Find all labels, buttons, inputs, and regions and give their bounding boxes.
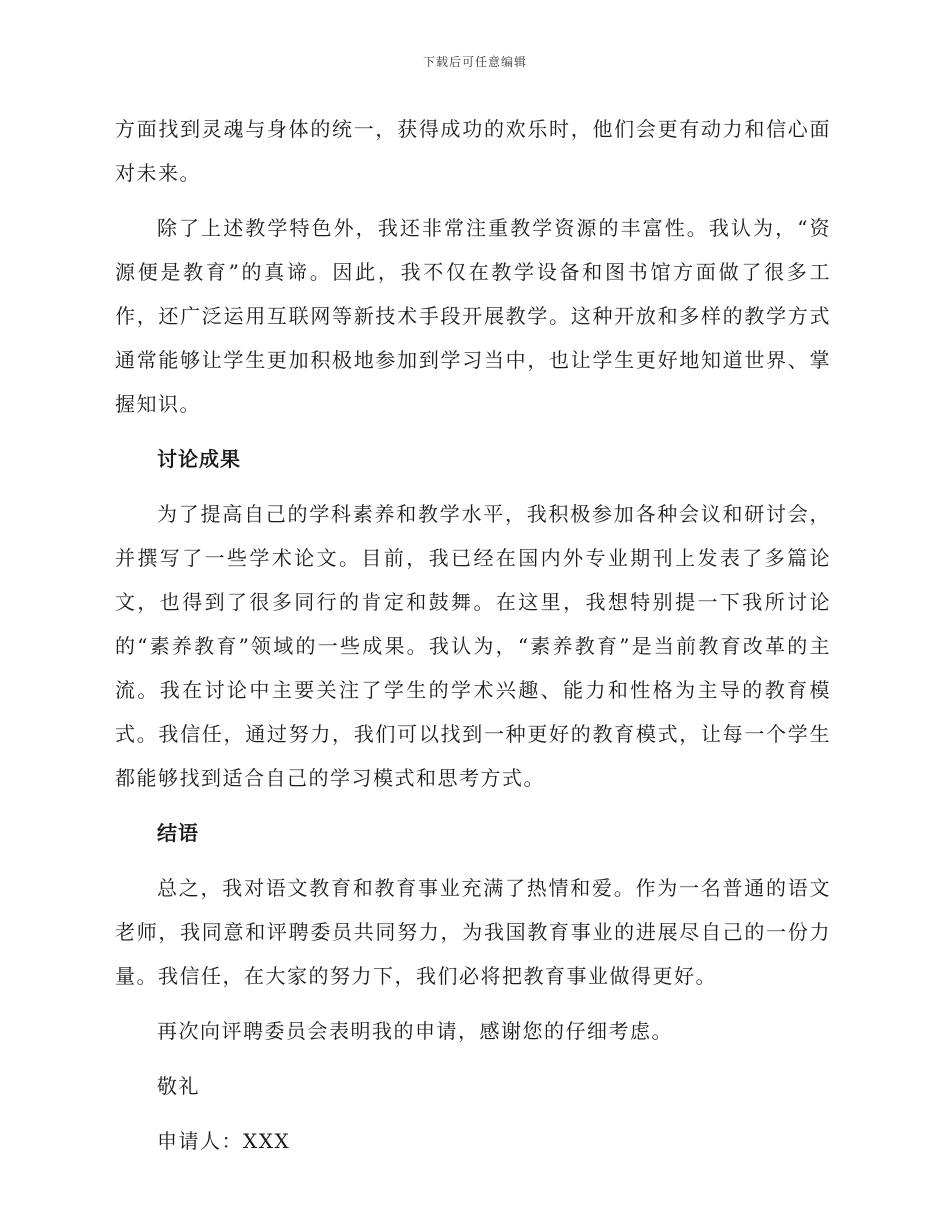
signature: 申请人：XXX (157, 1129, 291, 1153)
paragraph-resources: 除了上述教学特色外，我还非常注重教学资源的丰富性。我认为，“资源便是教育”的真谛。因此，我不仅在教学设备和图书馆方面做了很多工作，还广泛运用互联网等新技术手段开展教学。这种开放和多样的教学方式通常能够让学生更加积极地参加到学习当中，也让学生更好地知道世界、掌握知识。 (115, 216, 831, 416)
document-body (115, 107, 831, 1163)
salutation: 敬礼 (157, 1074, 200, 1098)
paragraph-conclusion: 总之，我对语文教育和教育事业充满了热情和爱。作为一名普通的语文老师，我同意和评聘委员共同努力，为我国教育事业的进展尽自己的一份力量。我信任，在大家的努力下，我们必将把教育事业做得更好。 (115, 876, 831, 988)
closing-request: 再次向评聘委员会表明我的申请，感谢您的仔细考虑。 (157, 1019, 673, 1043)
page-header: 下载后可任意编辑 (422, 55, 527, 69)
section-heading-conclusion: 结语 (157, 821, 199, 845)
section-heading-results: 讨论成果 (157, 447, 241, 471)
paragraph-continued: 方面找到灵魂与身体的统一，获得成功的欢乐时，他们会更有动力和信心面对未来。 (115, 117, 831, 185)
paragraph-results: 为了提高自己的学科素养和教学水平，我积极参加各种会议和研讨会，并撰写了一些学术论文。目前，我已经在国内外专业期刊上发表了多篇论文，也得到了很多同行的肯定和鼓舞。在这里，我想特别提一下我所讨论的“素养教育”领域的一些成果。我认为，“素养教育”是当前教育改革的主流。我在讨论中主要关注了学生的学术兴趣、能力和性格为主导的教育模式。我信任，通过努力，我们可以找到一种更好的教育模式，让每一个学生都能够找到适合自己的学习模式和思考方式。 (115, 502, 831, 790)
